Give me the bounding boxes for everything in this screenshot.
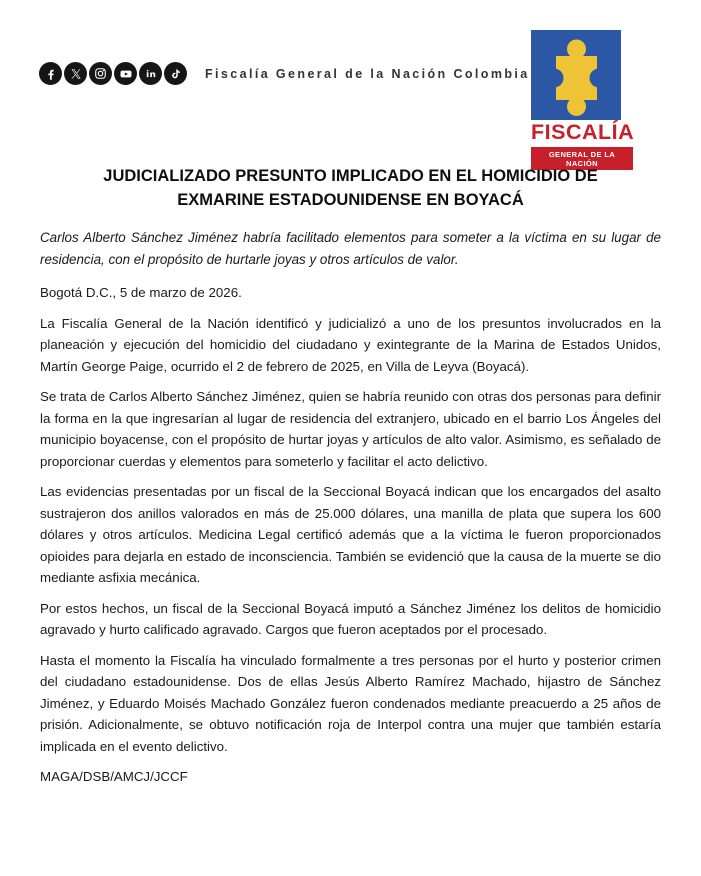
title-line-2: EXMARINE ESTADOUNIDENSE EN BOYACÁ <box>177 191 524 209</box>
org-name: Fiscalía General de la Nación Colombia <box>205 66 530 81</box>
paragraph-4: Por estos hechos, un fiscal de la Seccional Boyacá imputó a Sánchez Jiménez los delitos de homicidio agravado y hurto calificado agravado. Cargos que fueron aceptados por el procesado. <box>40 600 661 637</box>
logo-wordmark: FISCALÍA <box>531 120 635 144</box>
page-title <box>40 164 661 212</box>
instagram-icon[interactable] <box>89 62 112 85</box>
title-line-1: JUDICIALIZADO PRESUNTO IMPLICADO EN EL HOMICIDIO DE <box>103 167 598 185</box>
x-icon[interactable] <box>64 62 87 85</box>
paragraph-2: Se trata de Carlos Alberto Sánchez Jiménez, quien se habría reunido con otras dos personas para definir la forma en la que ingresarían al lugar de residencia del extranjero, ubicado en el barrio Los Ángeles del municipio boyacense, con el propósito de hurtar joyas y artículos de alto valor. Asimismo, es señalado de proporcionar cuerdas y elementos para someterlo y facilitar el acto delictivo. <box>40 389 661 469</box>
paragraph-1: La Fiscalía General de la Nación identificó y judicializó a uno de los presuntos involucrados en la planeación y ejecución del homicidio del ciudadano y exintegrante de la Marina de Estados Unidos, Martín George Paige, ocurrido el 2 de febrero de 2025, en Villa de Leyva (Boyacá). <box>40 315 661 374</box>
logo-banner: GENERAL DE LA NACIÓN <box>531 147 633 170</box>
lead-paragraph: Carlos Alberto Sánchez Jiménez habría facilitado elementos para someter a la víctima en su lugar de residencia, con el propósito de hurtarle joyas y otros artículos de valor. <box>40 230 661 267</box>
fiscalia-logo <box>531 30 635 170</box>
puzzle-piece-icon <box>531 30 621 120</box>
facebook-icon[interactable] <box>39 62 62 85</box>
paragraph-5: Hasta el momento la Fiscalía ha vinculado formalmente a tres personas por el hurto y posterior crimen del ciudadano estadounidense. Dos de ellas Jesús Alberto Ramírez Machado, hijastro de Sánchez Jiménez, y Eduardo Moisés Machado González fueron condenados mediante preacuerdo a 25 años de prisión. Adicionalmente, se obtuvo notificación roja de Interpol contra una mujer que también estaría implicada en el evento delictivo. <box>40 652 661 754</box>
footer-initials: MAGA/DSB/AMCJ/JCCF <box>40 769 188 784</box>
dateline: Bogotá D.C., 5 de marzo de 2026. <box>40 285 242 300</box>
tiktok-icon[interactable] <box>164 62 187 85</box>
linkedin-icon[interactable] <box>139 62 162 85</box>
paragraph-3: Las evidencias presentadas por un fiscal de la Seccional Boyacá indican que los encargados del asalto sustrajeron dos anillos valorados en más de 25.000 dólares, una manilla de plata que supera los 600 dólares y otros artículos. Medicina Legal certificó además que a la víctima le fueron proporcionados opioides para dejarla en estado de inconsciencia. También se evidenció que la causa de la muerte se dio mediante asfixia mecánica. <box>40 484 661 585</box>
social-icons-row <box>39 62 530 85</box>
document-content <box>40 164 661 788</box>
youtube-icon[interactable] <box>114 62 137 85</box>
